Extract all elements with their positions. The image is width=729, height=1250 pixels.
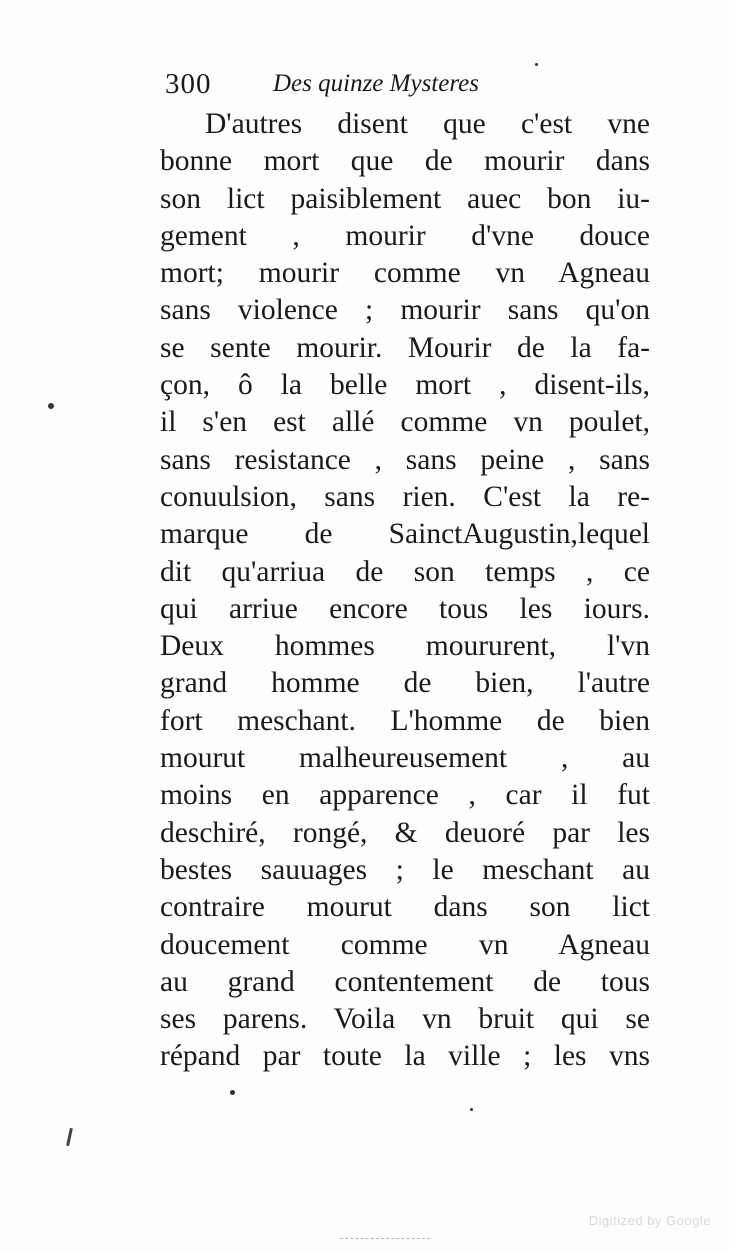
ink-speck [470, 1108, 473, 1111]
text-line: sans resistance , sans peine , sans [160, 443, 650, 476]
text-line: se sente mourir. Mourir de la fa- [160, 331, 650, 364]
text-line: doucement comme vn Agneau [160, 928, 650, 961]
text-line: ses parens. Voila vn bruit qui se [160, 1003, 650, 1036]
text-line: sans violence ; mourir sans qu'on [160, 294, 650, 327]
text-line: mourut malheureusement , au [160, 742, 650, 775]
text-line: moins en apparence , car il fut [160, 779, 650, 812]
text-line: deschiré, rongé, & deuoré par les [160, 816, 650, 849]
text-line: contraire mourut dans son lict [160, 891, 650, 924]
text-line: répand par toute la ville ; les vns [160, 1040, 650, 1073]
ink-speck [48, 403, 54, 409]
page-number: 300 [165, 68, 212, 100]
text-line: Deux hommes moururent, l'vn [160, 630, 650, 663]
text-line: bestes sauuages ; le meschant au [160, 853, 650, 886]
text-line: gement , mourir d'vne douce [160, 219, 650, 252]
running-title: Des quinze Mysteres [273, 70, 479, 97]
body-text [160, 106, 650, 1076]
text-line: qui arriue encore tous les iours. [160, 592, 650, 625]
text-line: au grand contentement de tous [160, 965, 650, 998]
ink-speck [230, 1090, 235, 1095]
text-line: son lict paisiblement auec bon iu- [160, 182, 650, 215]
text-line: bonne mort que de mourir dans [160, 145, 650, 178]
text-line: D'autres disent que c'est vne [205, 108, 650, 140]
digitizer-watermark: Digitized by Google [588, 1213, 711, 1228]
text-line: fort meschant. L'homme de bien [160, 704, 650, 737]
text-line: grand homme de bien, l'autre [160, 667, 650, 700]
ink-speck [535, 63, 538, 66]
page-edge-mark [340, 1238, 430, 1241]
text-line: mort; mourir comme vn Agneau [160, 257, 650, 290]
page-header [165, 68, 665, 108]
text-line: dit qu'arriua de son temps , ce [160, 555, 650, 588]
text-line: marque de SainctAugustin,lequel [160, 518, 650, 551]
text-line: il s'en est allé comme vn poulet, [160, 406, 650, 439]
text-line: çon, ô la belle mort , disent-ils, [160, 369, 650, 402]
text-line: conuulsion, sans rien. C'est la re- [160, 480, 650, 513]
margin-mark [66, 1128, 73, 1146]
